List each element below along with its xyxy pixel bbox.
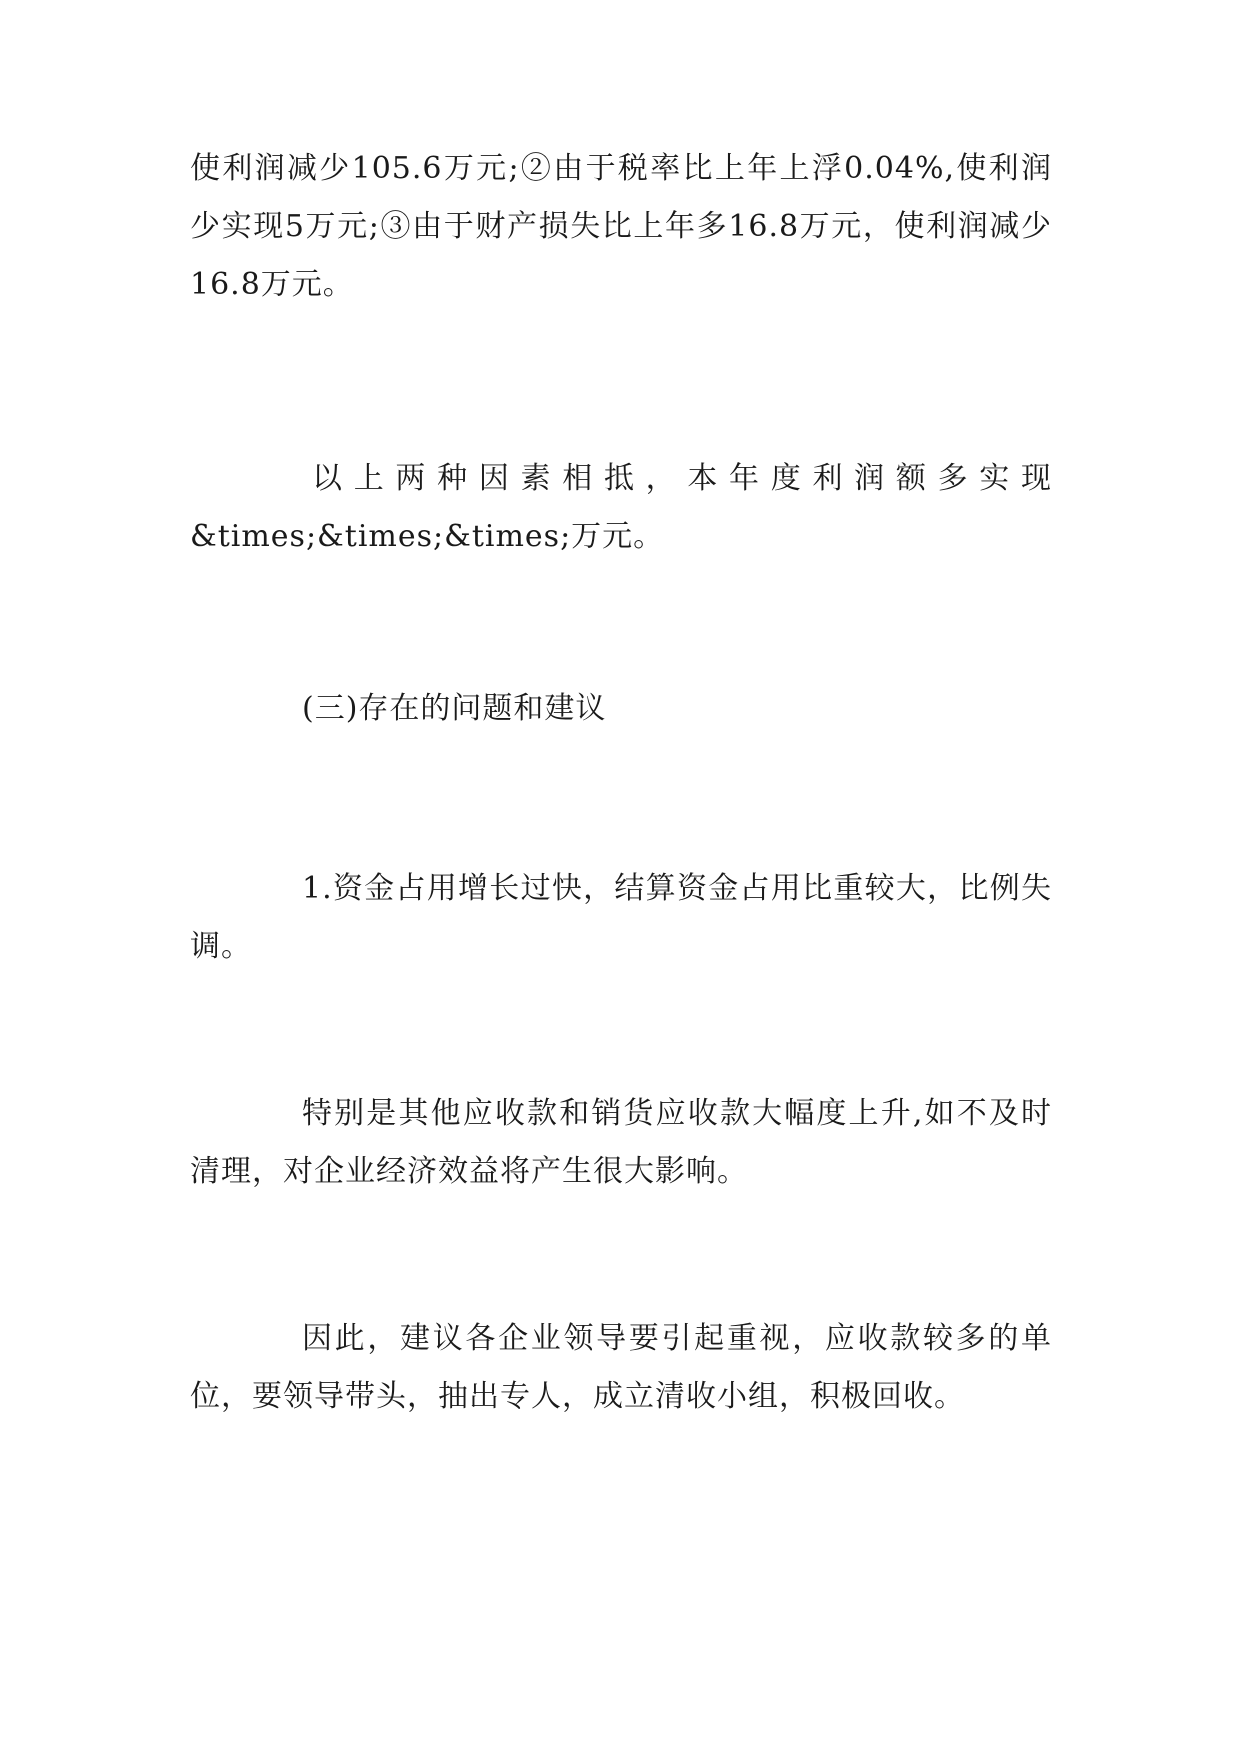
- section-heading-problems-suggestions: (三)存在的问题和建议: [302, 691, 607, 726]
- paragraph-factors-offset-line1: 以上两种因素相抵，本年度利润额多实现: [312, 461, 1052, 496]
- paragraph-factors-offset: [190, 450, 1052, 566]
- paragraph-recommendation: 因此，建议各企业领导要引起重视，应收款较多的单位，要领导带头，抽出专人，成立清收小组，积极回收。: [190, 1321, 1052, 1414]
- paragraph-capital-occupation: 1.资金占用增长过快，结算资金占用比重较大，比例失调。: [190, 871, 1052, 964]
- paragraph-factors-offset-line2: &times;&times;&times;万元。: [190, 519, 665, 554]
- paragraph-profit-reduction: 使利润减少105.6万元;②由于税率比上年上浮0.04%,使利润少实现5万元;③由于财产损失比上年多16.8万元，使利润减少16.8万元。: [190, 151, 1052, 302]
- paragraph-receivables-rise: 特别是其他应收款和销货应收款大幅度上升,如不及时清理，对企业经济效益将产生很大影响。: [190, 1096, 1052, 1189]
